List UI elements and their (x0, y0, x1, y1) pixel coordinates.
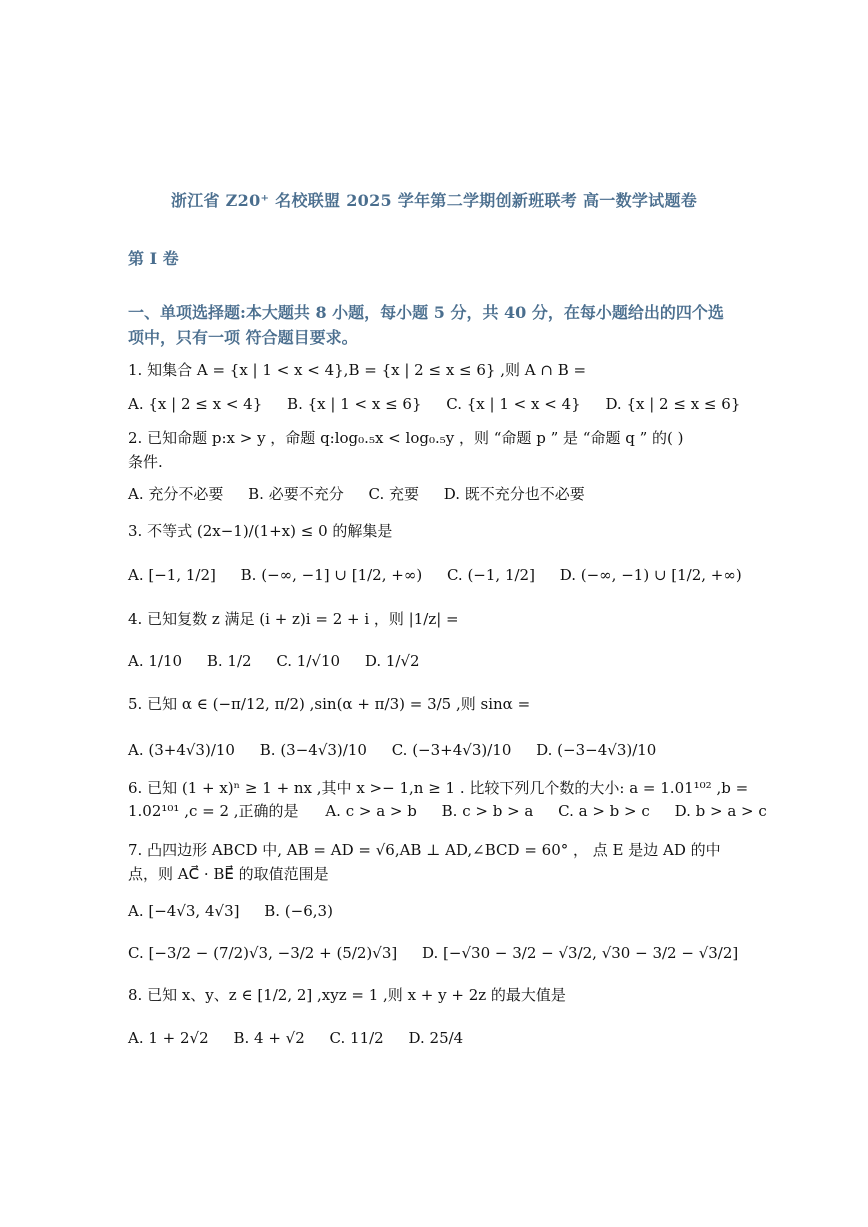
q4-option-d: D. 1/√2 (364, 652, 420, 670)
q4-option-b: B. 1/2 (206, 652, 252, 670)
q5-options (128, 740, 676, 760)
exam-title: 浙江省 Z20⁺ 名校联盟 2025 学年第二学期创新班联考 高一数学试题卷 (170, 191, 698, 210)
q7-options-row-2 (128, 943, 758, 963)
section-heading (128, 300, 748, 350)
q8-stem: 8. 已知 x、y、z ∈ [1/2, 2] ,xyz = 1 ,则 x + y + 2z 的最大值是 (128, 986, 566, 1004)
q6-stem: 6. 已知 (1 + x)ⁿ ≥ 1 + nx ,其中 x >− 1,n ≥ 1 . 比较下列几个数的大小: a = 1.01¹⁰² ,b = (128, 779, 749, 797)
q3-option-a: A. [−1, 1/2] (128, 566, 216, 584)
q5-option-b: B. (3−4√3)/10 (259, 741, 367, 759)
q6-option-b: B. c > b > a (441, 802, 534, 820)
q7-options-row-1 (128, 901, 353, 921)
q6-option-d: D. b > a > c (674, 802, 767, 820)
q7-option-c: C. [−3/2 − (7/2)√3, −3/2 + (5/2)√3] (128, 944, 398, 962)
q1-option-c: C. {x | 1 < x < 4} (446, 395, 581, 413)
q4-options (128, 651, 440, 671)
q8-options (128, 1028, 483, 1048)
q5-option-a: A. (3+4√3)/10 (128, 741, 235, 759)
q2-option-c: C. 充要 (368, 485, 419, 503)
q2-stem: 2. 已知命题 p:x > y ，命题 q:log₀.₅x < log₀.₅y ，则 “命题 p ” 是 “命题 q ” 的( ) (128, 429, 684, 447)
q6-option-a: A. c > a > b (325, 802, 417, 820)
q7-option-b: B. (−6,3) (264, 902, 333, 920)
q2-stem-cont: 条件. (128, 453, 163, 471)
volume-heading: 第 I 卷 (128, 249, 179, 268)
section-heading-line-1: 一、单项选择题:本大题共 8 小题，每小题 5 分，共 40 分，在每小题给出的四个选 (128, 303, 724, 322)
q7-option-a: A. [−4√3, 4√3] (128, 902, 240, 920)
q3-options (128, 565, 762, 585)
q6-stem-cont-text: 1.02¹⁰¹ ,c = 2 ,正确的是 (128, 802, 299, 820)
q1-option-b: B. {x | 1 < x ≤ 6} (287, 395, 422, 413)
q5-option-c: C. (−3+4√3)/10 (391, 741, 512, 759)
q1-option-a: A. {x | 2 ≤ x < 4} (128, 395, 263, 413)
q1-option-d: D. {x | 2 ≤ x ≤ 6} (605, 395, 741, 413)
q1-options (128, 394, 760, 414)
q1-stem: 1. 知集合 A = {x | 1 < x < 4},B = {x | 2 ≤ x ≤ 6} ,则 A ∩ B = (128, 361, 587, 379)
q2-options (128, 484, 605, 504)
q8-option-a: A. 1 + 2√2 (128, 1029, 209, 1047)
q7-stem: 7. 凸四边形 ABCD 中, AB = AD = √6,AB ⊥ AD,∠BCD = 60° ， 点 E 是边 AD 的中 (128, 841, 721, 859)
q8-option-c: C. 11/2 (329, 1029, 384, 1047)
q3-option-c: C. (−1, 1/2] (446, 566, 535, 584)
q2-option-a: A. 充分不必要 (128, 485, 224, 503)
q2-option-d: D. 既不充分也不必要 (443, 485, 585, 503)
q8-option-b: B. 4 + √2 (233, 1029, 305, 1047)
q7-option-d: D. [−√30 − 3/2 − √3/2, √30 − 3/2 − √3/2] (422, 944, 739, 962)
q8-option-d: D. 25/4 (408, 1029, 464, 1047)
q5-stem: 5. 已知 α ∈ (−π/12, π/2) ,sin(α + π/3) = 3/5 ,则 sinα = (128, 695, 531, 713)
q2-option-b: B. 必要不充分 (248, 485, 344, 503)
q4-option-c: C. 1/√10 (276, 652, 341, 670)
q4-stem: 4. 已知复数 z 满足 (i + z)i = 2 + i ，则 |1/z| = (128, 610, 459, 628)
q6-option-c: C. a > b > c (558, 802, 650, 820)
q7-stem-cont: 点，则 AC⃗ · BE⃗ 的取值范围是 (128, 865, 329, 883)
q4-option-a: A. 1/10 (128, 652, 183, 670)
q3-option-d: D. (−∞, −1) ∪ [1/2, +∞) (559, 566, 742, 584)
q3-option-b: B. (−∞, −1] ∪ [1/2, +∞) (240, 566, 423, 584)
q5-option-d: D. (−3−4√3)/10 (536, 741, 657, 759)
q3-stem: 3. 不等式 (2x−1)/(1+x) ≤ 0 的解集是 (128, 522, 393, 540)
q6-stem-cont (128, 801, 787, 821)
section-heading-line-2: 项中，只有一项 符合题目要求。 (128, 328, 358, 347)
